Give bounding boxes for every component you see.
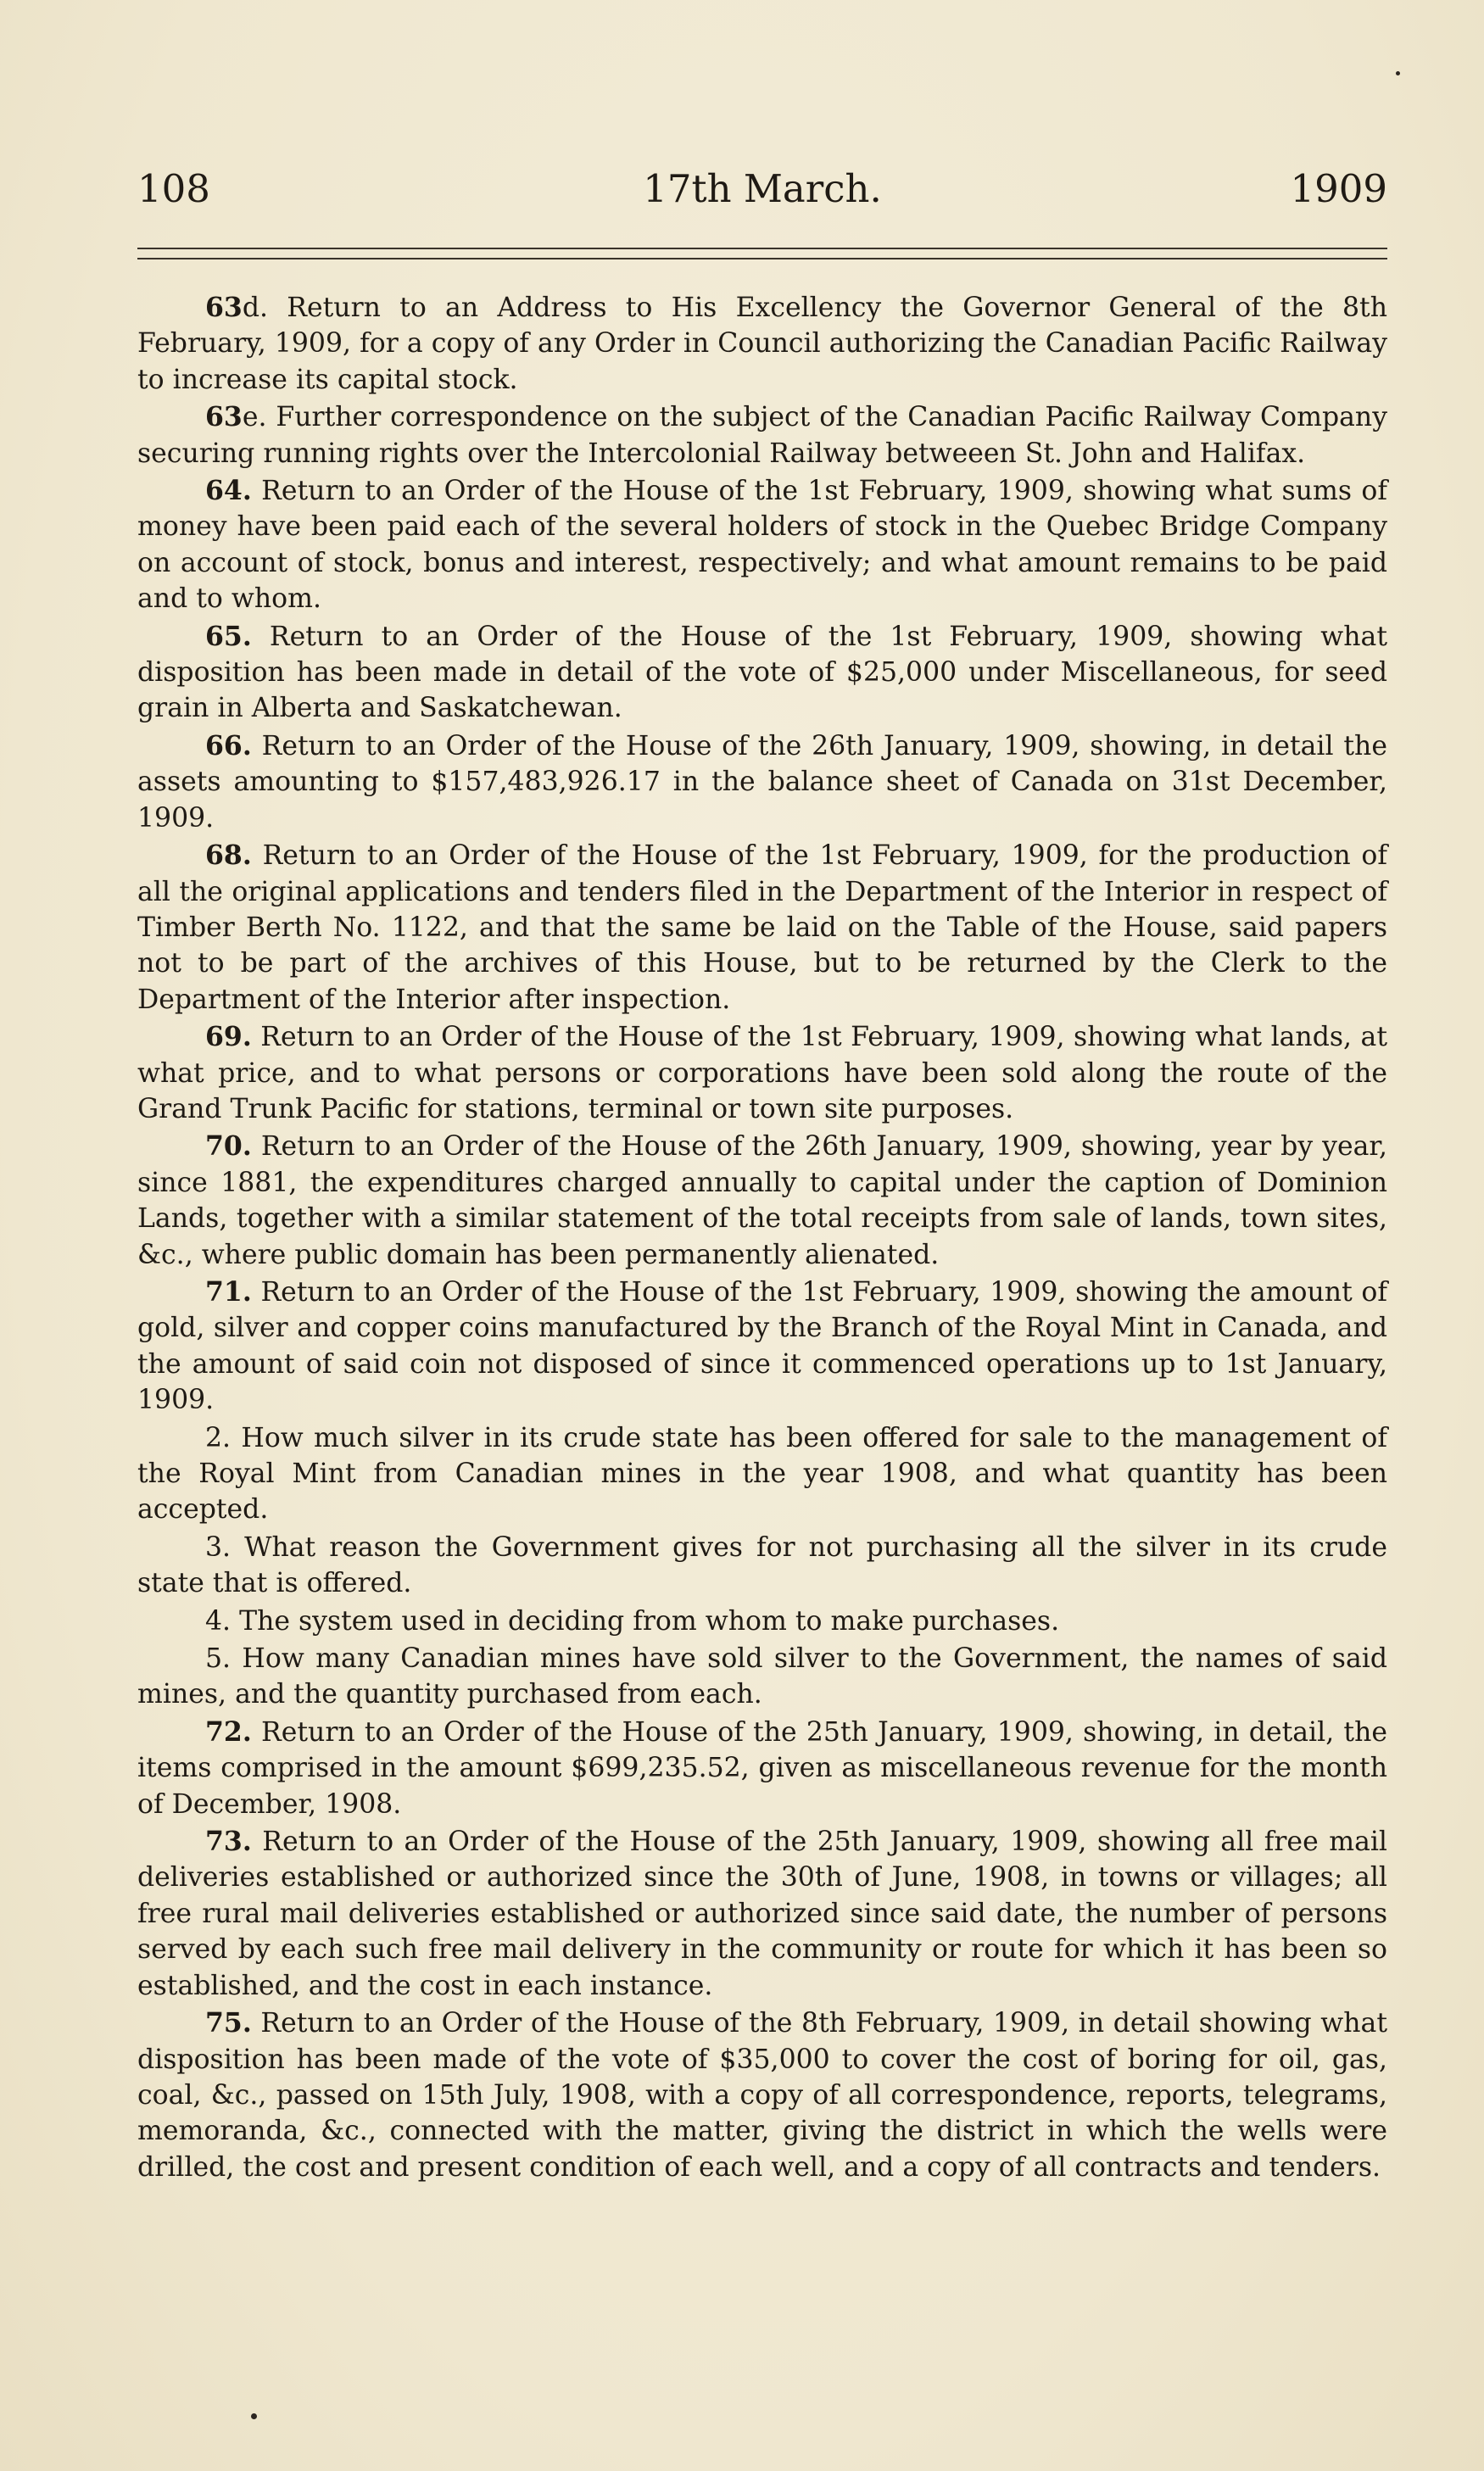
returns-list	[137, 290, 1387, 2187]
entry-71-item-4	[137, 1604, 1387, 1639]
page-header	[137, 166, 1387, 217]
entry-text: Return to an Address to His Excellency the Governor General of the 8th February, 1909, for a copy of any Order in Council authorizing the Canadian Pacific Railway to increase its capital stock.	[137, 293, 1387, 395]
entry-69	[137, 1019, 1387, 1127]
entry-number: 65.	[205, 620, 252, 652]
entry-text: Further correspondence on the subject of the Canadian Pacific Railway Company securing running rights over the Intercolonial Railway betweeen St. John and Halifax.	[137, 402, 1387, 469]
entry-71-item-2	[137, 1420, 1387, 1528]
header-rule-bottom	[137, 258, 1387, 259]
header-year: 1909	[1290, 166, 1387, 211]
entry-text: Return to an Order of the House of the 1st February, 1909, for the production of all the original applications and tenders filed in the Department of the Interior in respect of Timber Berth No. 1122, and that the same be laid on the Table of the House, said papers not to be part of the archives of this House, but to be returned by the Clerk to the Department of the Interior after inspection.	[137, 840, 1387, 1015]
entry-text: Return to an Order of the House of the 1st February, 1909, showing what sums of money have been paid each of the several holders of stock in the Quebec Bridge Company on account of stock, bonus and interest, respectively; and what amount remains to be paid and to whom.	[137, 476, 1387, 615]
entry-number: 73.	[205, 1826, 252, 1858]
paper-speck	[251, 2413, 257, 2419]
entry-text: Return to an Order of the House of the 25th January, 1909, showing, in detail, the items comprised in the amount $699,235.52, given as miscellaneous revenue for the month of December, 1908.	[137, 1716, 1387, 1820]
entry-number: 69.	[205, 1021, 252, 1053]
entry-68	[137, 838, 1387, 1018]
entry-text: Return to an Order of the House of the 8th February, 1909, in detail showing what disposition has been made of the vote of $35,000 to cover the cost of boring for oil, gas, coal, &c., passed on 15th July, 1908, with a copy of all correspondence, reports, telegrams, memoranda, &c., connected with the matter, giving the district in which the wells were drilled, the cost and present condition of each well, and a copy of all contracts and tenders.	[137, 2008, 1387, 2183]
entry-number: 66.	[205, 729, 252, 761]
entry-65	[137, 619, 1387, 727]
entry-text: Return to an Order of the House of the 1st February, 1909, showing the amount of gold, silver and copper coins manufactured by the Branch of the Royal Mint in Canada, and the amount of said coin not disposed of since it commenced operations up to 1st January, 1909.	[137, 1276, 1387, 1416]
entry-66	[137, 728, 1387, 836]
entry-number: 72.	[205, 1715, 252, 1748]
entry-number: 63	[205, 292, 243, 323]
entry-number: 75.	[205, 2007, 252, 2039]
entry-72	[137, 1715, 1387, 1822]
entry-text: Return to an Order of the House of the 25th January, 1909, showing all free mail deliveries established or authorized since the 30th of June, 1908, in towns or villages; all free rural mail deliveries established or authorized since said date, the number of persons served by each such free mail delivery in the community or route for which it has been so established, and the cost in each instance.	[137, 1827, 1387, 2001]
entry-text: 5. How many Canadian mines have sold silver to the Government, the names of said mines, and the quantity purchased from each.	[137, 1643, 1387, 1710]
entry-64	[137, 473, 1387, 617]
paper-speck	[1396, 71, 1400, 75]
page-number: 108	[137, 166, 210, 211]
entry-number-suffix: e.	[242, 402, 267, 433]
entry-text: Return to an Order of the House of the 1st February, 1909, showing what lands, at what price, and to what persons or corporations have been sold along the route of the Grand Trunk Pacific for stations, terminal or town site purposes.	[137, 1022, 1387, 1124]
entry-text: Return to an Order of the House of the 26th January, 1909, showing, in detail the assets amounting to $157,483,926.17 in the balance sheet of Canada on 31st December, 1909.	[137, 730, 1387, 834]
entry-text: 3. What reason the Government gives for not purchasing all the silver in its crude state that is offered.	[137, 1531, 1387, 1599]
entry-73	[137, 1824, 1387, 2004]
entry-number: 64.	[205, 475, 252, 507]
entry-71-item-3	[137, 1530, 1387, 1602]
entry-71-item-5	[137, 1641, 1387, 1713]
entry-70	[137, 1129, 1387, 1273]
entry-text: 4. The system used in deciding from whom to make purchases.	[205, 1605, 1060, 1637]
header-rule-top	[137, 248, 1387, 249]
entry-text: Return to an Order of the House of the 1st February, 1909, showing what disposition has been made in detail of the vote of $25,000 under Miscellaneous, for seed grain in Alberta and Saskatchewan.	[137, 621, 1387, 724]
entry-number: 71.	[205, 1275, 252, 1308]
entry-63e	[137, 399, 1387, 471]
entry-text: 2. How much silver in its crude state has been offered for sale to the management of the Royal Mint from Canadian mines in the year 1908, and what quantity has been accepted.	[137, 1422, 1387, 1526]
entry-63d	[137, 290, 1387, 398]
entry-number: 70.	[205, 1130, 252, 1163]
header-date: 17th March.	[643, 166, 882, 211]
entry-number-suffix: d.	[242, 293, 269, 323]
entry-75	[137, 2005, 1387, 2185]
entry-number: 63	[205, 401, 243, 433]
entry-71	[137, 1275, 1387, 1419]
entry-text: Return to an Order of the House of the 26th January, 1909, showing, year by year, since 1881, the expenditures charged annually to capital under the caption of Dominion Lands, together with a similar statement of the total receipts from sale of lands, town sites, &c., where public domain has been permanently alienated.	[137, 1131, 1387, 1270]
entry-number: 68.	[205, 839, 252, 872]
